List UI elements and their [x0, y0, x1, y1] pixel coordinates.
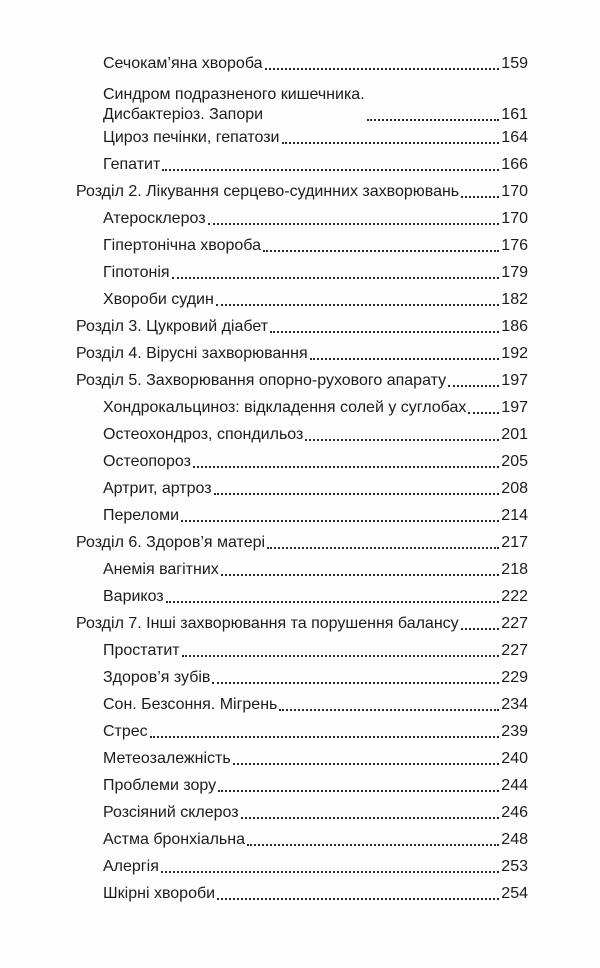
toc-entry [103, 722, 528, 742]
toc-entry [103, 128, 528, 148]
dot-leader [233, 762, 500, 765]
dot-leader [263, 249, 499, 252]
toc-section-title: Розділ 4. Вірусні захворювання [76, 345, 308, 362]
toc-entry-title: Метеозалежність [103, 750, 231, 767]
toc-entry-title: Остеохондроз, спондильоз [103, 426, 304, 443]
toc-entry-title [103, 85, 365, 125]
toc-entry [103, 263, 528, 283]
toc-entry-title: Простатит [103, 642, 180, 659]
toc-entry [103, 560, 528, 580]
toc-entry-page: 253 [501, 858, 528, 875]
toc-section [76, 614, 528, 634]
toc-section-page: 186 [501, 318, 528, 335]
dot-leader [241, 816, 500, 819]
toc-entry [103, 479, 528, 499]
toc-section [76, 317, 528, 337]
toc-entry [103, 85, 528, 125]
toc-section-title: Розділ 5. Захворювання опорно-рухового апарату [76, 372, 447, 389]
dot-leader [468, 411, 499, 414]
dot-leader [367, 118, 500, 121]
toc-entry-page: 201 [501, 426, 528, 443]
toc-entry-title: Анемія вагітних [103, 561, 219, 578]
toc-entry-page: 248 [501, 831, 528, 848]
toc-entry-page: 244 [501, 777, 528, 794]
toc-section-title: Розділ 3. Цукровий діабет [76, 318, 269, 335]
toc-entry-title-line1: Синдром подразненого кишечника. [103, 86, 365, 103]
toc-entry-title: Шкірні хвороби [103, 885, 216, 902]
toc-entry-page: 222 [501, 588, 528, 605]
toc-entry-title: Варикоз [103, 588, 164, 605]
dot-leader [448, 384, 499, 387]
toc-entry-page: 246 [501, 804, 528, 821]
toc-entry-page: 179 [501, 264, 528, 281]
toc-section [76, 533, 528, 553]
toc-entry [103, 641, 528, 661]
dot-leader [461, 195, 499, 198]
toc-entry [103, 54, 528, 74]
toc-entry-title-line2: Дисбактеріоз. Запори [103, 106, 264, 123]
dot-leader [182, 654, 500, 657]
toc-entry-page: 166 [501, 156, 528, 173]
toc-entry-title: Сон. Безсоння. Мігрень [103, 696, 278, 713]
toc-entry-title: Гіпертонічна хвороба [103, 237, 261, 254]
dot-leader [310, 357, 500, 360]
toc-entry [103, 857, 528, 877]
toc-entry [103, 884, 528, 904]
toc-entry-page: 176 [501, 237, 528, 254]
toc-entry [103, 668, 528, 688]
toc-entry-title: Гіпотонія [103, 264, 170, 281]
dot-leader [181, 519, 499, 522]
toc-entry [103, 587, 528, 607]
toc-entry [103, 155, 528, 175]
dot-leader [214, 492, 500, 495]
toc-section-page: 197 [501, 372, 528, 389]
toc-entry-page: 240 [501, 750, 528, 767]
toc-entry [103, 209, 528, 229]
dot-leader [208, 222, 500, 225]
dot-leader [279, 708, 499, 711]
toc-entry-page: 227 [501, 642, 528, 659]
toc-entry [103, 803, 528, 823]
toc-entry-title: Проблеми зору [103, 777, 217, 794]
toc-entry-title: Остеопороз [103, 453, 191, 470]
dot-leader [162, 168, 499, 171]
dot-leader [221, 573, 500, 576]
toc-section-title: Розділ 6. Здоров’я матері [76, 534, 266, 551]
toc-entry-page: 239 [501, 723, 528, 740]
dot-leader [193, 465, 499, 468]
toc-entry-title: Стрес [103, 723, 148, 740]
dot-leader [150, 735, 500, 738]
toc-entry [103, 398, 528, 418]
toc-entry-page: 234 [501, 696, 528, 713]
toc-entry-page: 159 [501, 55, 528, 72]
toc-section-title: Розділ 2. Лікування серцево-судинних захворювань [76, 183, 460, 200]
toc-entry-page: 254 [501, 885, 528, 902]
dot-leader [166, 600, 500, 603]
dot-leader [216, 303, 499, 306]
toc-entry-title: Атеросклероз [103, 210, 206, 227]
toc-entry [103, 776, 528, 796]
toc-section [76, 182, 528, 202]
toc-entry-page: 170 [501, 210, 528, 227]
toc-entry-title: Гепатит [103, 156, 161, 173]
toc-section [76, 344, 528, 364]
toc-entry-page: 229 [501, 669, 528, 686]
toc-entry [103, 830, 528, 850]
toc-entry-title: Переломи [103, 507, 180, 524]
toc-section-page: 170 [501, 183, 528, 200]
dot-leader [267, 546, 499, 549]
toc-section-title: Розділ 7. Інші захворювання та порушення балансу [76, 615, 459, 632]
toc-entry-page: 197 [501, 399, 528, 416]
dot-leader [161, 870, 499, 873]
dot-leader [247, 843, 499, 846]
dot-leader [282, 141, 500, 144]
toc-entry-title: Розсіяний склероз [103, 804, 239, 821]
toc-entry-page: 182 [501, 291, 528, 308]
dot-leader [212, 681, 499, 684]
toc-section-page: 217 [501, 534, 528, 551]
toc-entry-title: Хвороби судин [103, 291, 214, 308]
toc-entry [103, 749, 528, 769]
toc-entry [103, 695, 528, 715]
dot-leader [305, 438, 499, 441]
dot-leader [265, 67, 500, 70]
toc-entry [103, 236, 528, 256]
toc-entry-title: Алергія [103, 858, 159, 875]
toc-section [76, 371, 528, 391]
toc-entry [103, 506, 528, 526]
dot-leader [461, 627, 500, 630]
toc-entry-page: 164 [501, 129, 528, 146]
dot-leader [270, 330, 499, 333]
dot-leader [217, 897, 499, 900]
toc-entry [103, 452, 528, 472]
toc-entry [103, 425, 528, 445]
toc-entry-page: 214 [501, 507, 528, 524]
toc-entry-title: Хондрокальциноз: відкладення солей у суглобах [103, 399, 467, 416]
toc-section-page: 227 [501, 615, 528, 632]
toc-entry-page: 208 [501, 480, 528, 497]
toc-entry-page: 205 [501, 453, 528, 470]
dot-leader [218, 789, 499, 792]
toc-entry-page: 218 [501, 561, 528, 578]
toc-entry-title: Здоров’я зубів [103, 669, 211, 686]
toc-section-page: 192 [501, 345, 528, 362]
dot-leader [172, 276, 500, 279]
toc-entry-title: Сечокам’яна хвороба [103, 55, 263, 72]
toc-entry-title: Цироз печінки, гепатози [103, 129, 280, 146]
toc-entry [103, 290, 528, 310]
toc-entry-title: Астма бронхіальна [103, 831, 245, 848]
toc-entry-page: 161 [501, 106, 528, 123]
toc-entry-title: Артрит, артроз [103, 480, 212, 497]
